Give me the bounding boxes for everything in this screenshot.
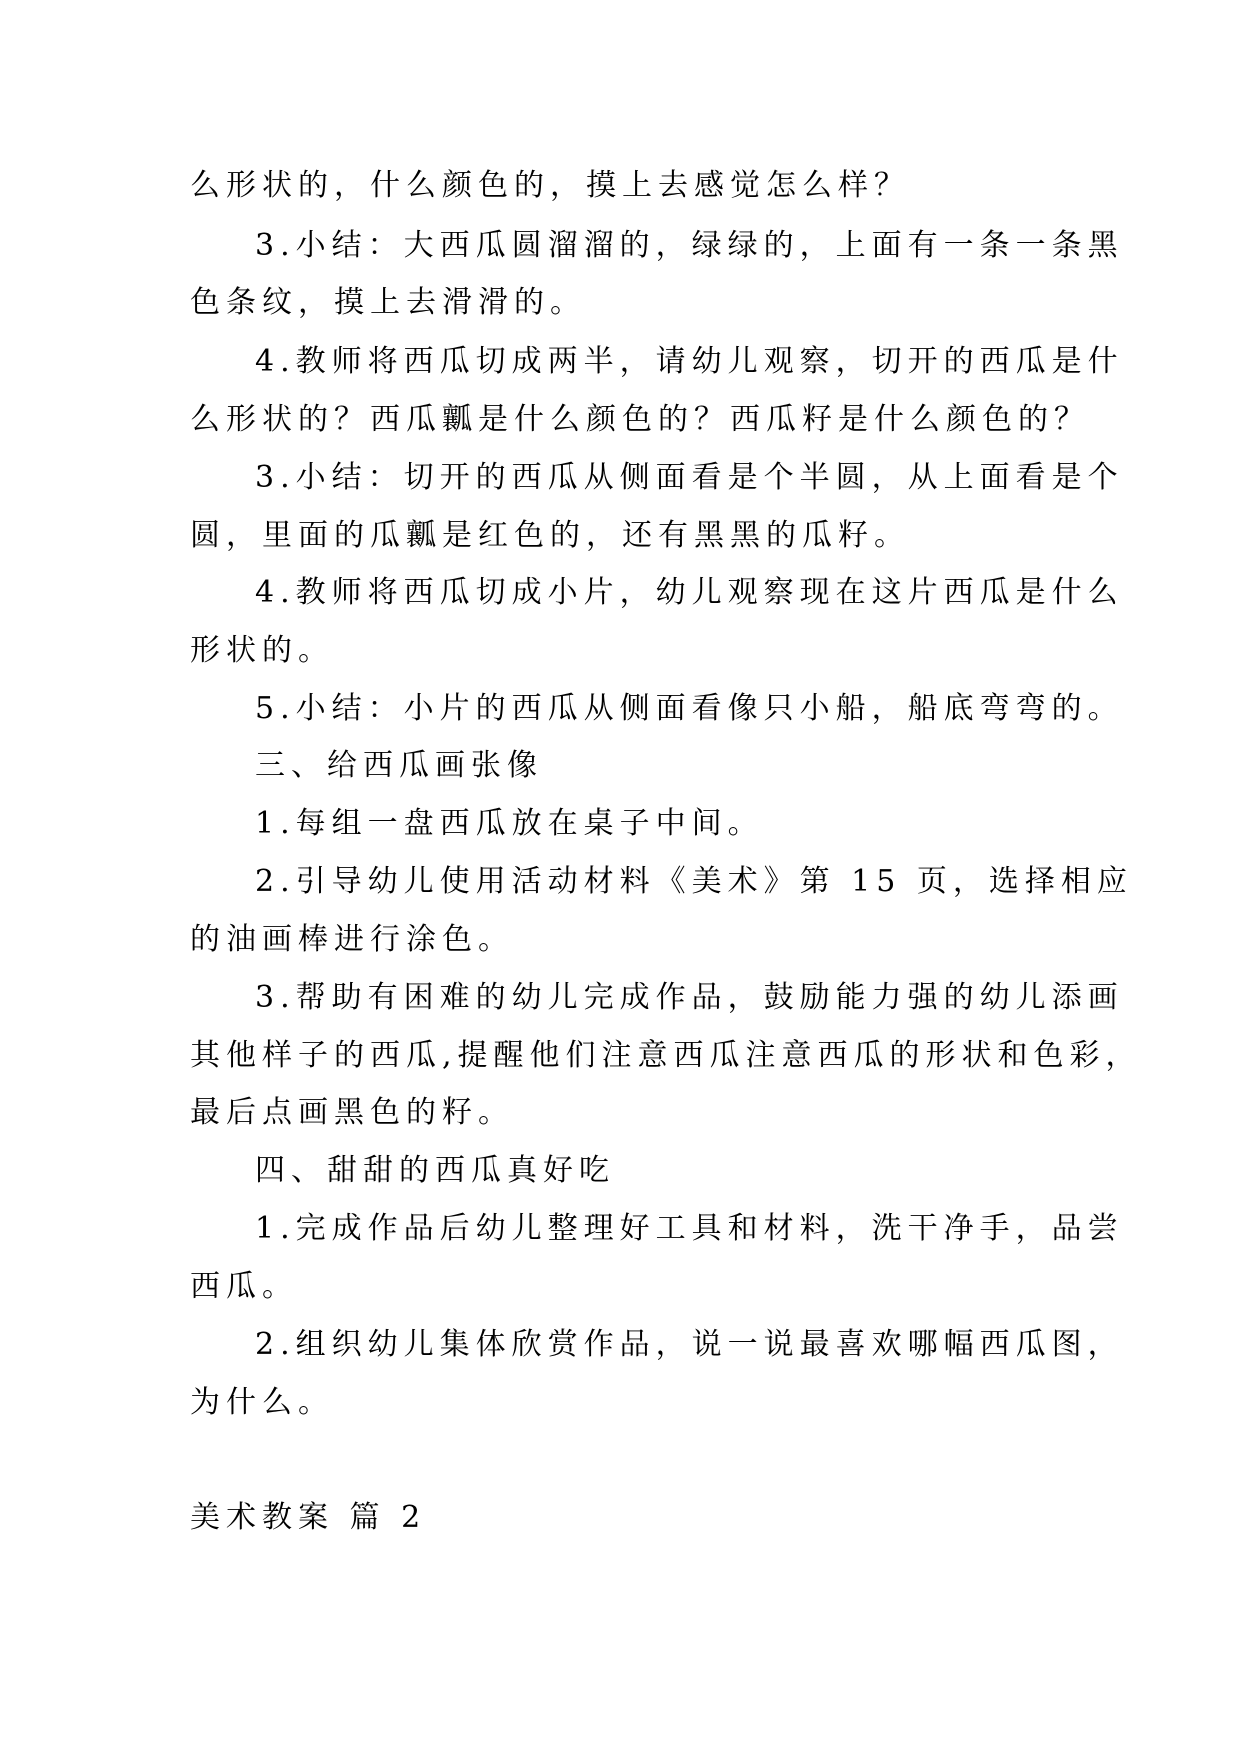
text-line: 形状的。: [190, 633, 334, 668]
text-line: 3.帮助有困难的幼儿完成作品，鼓励能力强的幼儿添画: [255, 980, 1124, 1015]
text-line: 2.引导幼儿使用活动材料《美术》第 15 页，选择相应: [255, 864, 1133, 899]
text-line: 5.小结：小片的西瓜从侧面看像只小船，船底弯弯的。: [255, 691, 1124, 726]
text-line: 的油画棒进行涂色。: [190, 922, 514, 957]
section-subheading: 四、甜甜的西瓜真好吃: [255, 1153, 615, 1188]
section-heading: 美术教案 篇 2: [190, 1500, 427, 1535]
section-subheading: 三、给西瓜画张像: [255, 748, 543, 783]
text-line: 么形状的？西瓜瓤是什么颜色的？西瓜籽是什么颜色的？: [190, 402, 1090, 437]
text-line: 圆，里面的瓜瓤是红色的，还有黑黑的瓜籽。: [190, 518, 910, 553]
text-line: 1.每组一盘西瓜放在桌子中间。: [255, 806, 764, 841]
text-line: 3.小结：大西瓜圆溜溜的，绿绿的，上面有一条一条黑: [255, 228, 1124, 263]
text-line: 4.教师将西瓜切成小片，幼儿观察现在这片西瓜是什么: [255, 575, 1124, 610]
text-line: 最后点画黑色的籽。: [190, 1095, 514, 1130]
text-line: 为什么。: [190, 1385, 334, 1420]
text-line: 2.组织幼儿集体欣赏作品，说一说最喜欢哪幅西瓜图，: [255, 1327, 1124, 1362]
text-line: 其他样子的西瓜,提醒他们注意西瓜注意西瓜的形状和色彩，: [190, 1038, 1142, 1073]
text-line: 么形状的，什么颜色的，摸上去感觉怎么样？: [190, 168, 910, 203]
text-line: 西瓜。: [190, 1269, 298, 1304]
text-line: 1.完成作品后幼儿整理好工具和材料，洗干净手，品尝: [255, 1211, 1124, 1246]
text-line: 3.小结：切开的西瓜从侧面看是个半圆，从上面看是个: [255, 460, 1124, 495]
text-line: 4.教师将西瓜切成两半，请幼儿观察，切开的西瓜是什: [255, 344, 1124, 379]
text-line: 色条纹，摸上去滑滑的。: [190, 285, 586, 320]
